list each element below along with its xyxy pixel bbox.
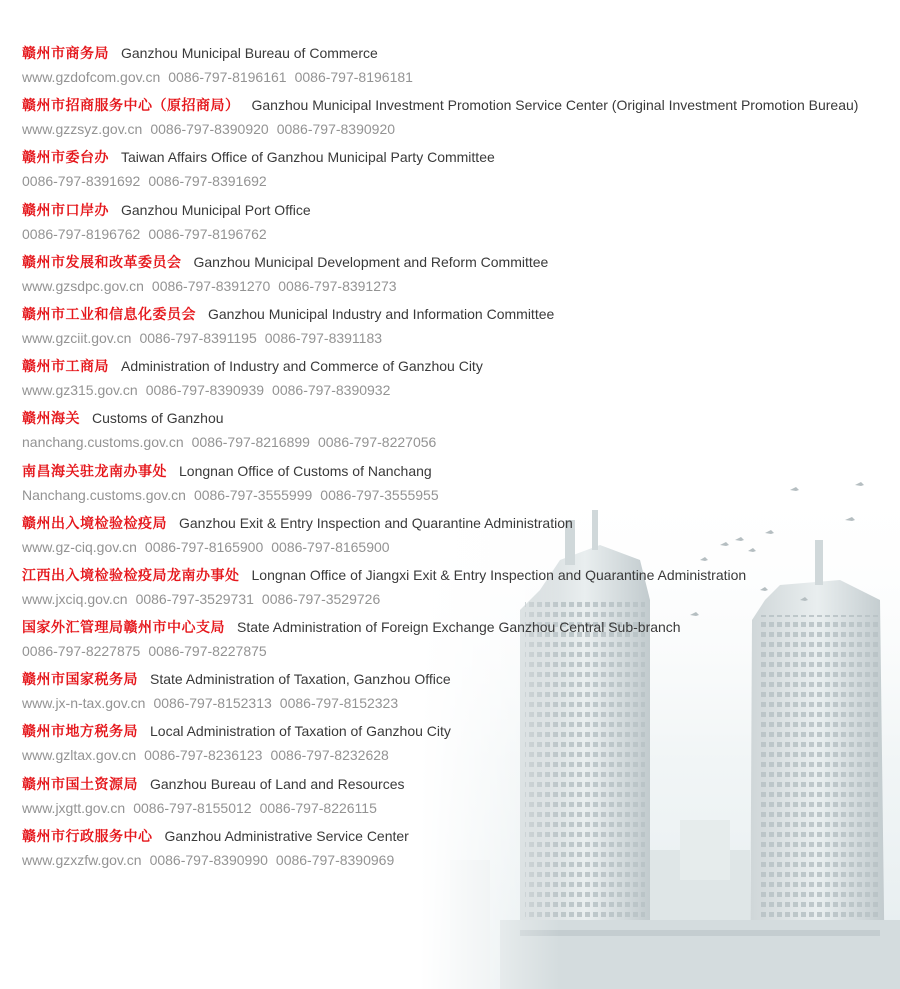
chinese-name: 国家外汇管理局赣州市中心支局 [22,620,225,637]
directory-entry [22,667,892,719]
fax-number: 0086-797-3529726 [261,590,381,607]
telephone-number: 0086-797-8391692 [22,173,141,190]
website-link[interactable]: Nanchang.customs.gov.cn [22,486,186,503]
english-name: Local Administration of Taxation of Ganzhou City [150,723,451,740]
directory-entry [22,250,892,302]
telephone-number: 0086-797-8196161 [168,69,287,85]
chinese-name: 赣州市国土资源局 [22,776,138,793]
english-name: Ganzhou Municipal Industry and Information Committee [208,305,555,322]
directory-entry [22,406,892,458]
entry-name-line [22,41,892,65]
english-name: Ganzhou Municipal Bureau of Commerce [121,45,378,61]
entry-contact-line [22,639,892,663]
fax-number: 0086-797-8390932 [272,382,391,399]
entry-contact-line [22,326,892,350]
fax-number: 0086-797-3555955 [320,486,439,503]
chinese-name: 赣州市工商局 [22,359,109,376]
english-name: Ganzhou Administrative Service Center [164,827,409,844]
directory-entry [22,719,892,771]
website-link[interactable]: www.gzzsyz.gov.cn [22,121,143,138]
entry-name-line [22,563,892,587]
telephone-number: 0086-797-8155012 [133,799,252,816]
entry-name-line [22,93,892,117]
directory-entry [22,41,892,93]
directory-entry [22,772,892,824]
entry-name-line [22,406,892,430]
website-link[interactable]: www.jxciq.gov.cn [22,590,128,607]
fax-number: 0086-797-8165900 [271,538,390,555]
entry-contact-line [22,535,892,559]
english-name: Administration of Industry and Commerce of Ganzhou City [121,358,483,375]
entry-contact-line [22,117,892,141]
fax-number: 0086-797-8232628 [270,747,389,764]
entry-contact-line [22,65,892,89]
entry-name-line [22,198,892,222]
directory-entry [22,824,892,876]
fax-number: 0086-797-8391692 [148,173,267,190]
telephone-number: 0086-797-8390920 [150,121,269,138]
chinese-name: 赣州市行政服务中心 [22,828,153,845]
english-name: Customs of Ganzhou [92,410,224,427]
fax-number: 0086-797-8390920 [276,121,396,138]
english-name: Ganzhou Municipal Development and Reform Committee [193,253,549,270]
telephone-number: 0086-797-8165900 [144,538,264,555]
entry-contact-line [22,796,892,820]
entry-contact-line [22,691,892,715]
entry-name-line [22,354,892,378]
website-link[interactable]: www.gz-ciq.gov.cn [22,538,137,555]
website-link[interactable]: www.gzsdpc.gov.cn [22,277,144,294]
telephone-number: 0086-797-8227875 [22,643,141,660]
website-link[interactable]: www.gzciit.gov.cn [22,329,132,346]
entry-name-line [22,145,892,169]
english-name: Taiwan Affairs Office of Ganzhou Municipal Party Committee [121,149,495,166]
entry-contact-line [22,222,892,246]
chinese-name: 赣州市地方税务局 [22,724,138,741]
chinese-name: 赣州出入境检验检疫局 [22,515,167,532]
chinese-name: 江西出入境检验检疫局龙南办事处 [22,567,240,584]
directory-entry [22,615,892,667]
website-link[interactable]: www.jx-n-tax.gov.cn [22,695,146,712]
telephone-number: 0086-797-8196762 [22,225,141,242]
chinese-name: 赣州市招商服务中心（原招商局） [22,98,240,115]
entry-contact-line [22,743,892,767]
chinese-name: 赣州市国家税务局 [22,672,138,689]
directory-entry [22,302,892,354]
telephone-number: 0086-797-8390990 [149,851,268,868]
fax-number: 0086-797-8196762 [148,225,267,242]
chinese-name: 赣州市委台办 [22,150,109,167]
telephone-number: 0086-797-8390939 [145,382,265,399]
directory-entry [22,354,892,406]
entry-name-line [22,772,892,796]
telephone-number: 0086-797-3529731 [135,590,254,607]
entry-name-line [22,667,892,691]
website-link[interactable]: www.gzxzfw.gov.cn [22,851,142,868]
entry-contact-line [22,587,892,611]
chinese-name: 赣州市工业和信息化委员会 [22,306,196,323]
entry-contact-line [22,169,892,193]
entry-name-line [22,459,892,483]
telephone-number: 0086-797-8391270 [151,277,271,294]
english-name: State Administration of Taxation, Ganzhou Office [150,671,451,688]
website-link[interactable]: www.jxgtt.gov.cn [22,799,126,816]
entry-name-line [22,302,892,326]
english-name: Ganzhou Bureau of Land and Resources [150,775,405,792]
directory-entry [22,563,892,615]
chinese-name: 赣州海关 [22,411,80,428]
english-name: Ganzhou Municipal Investment Promotion Service Center (Original Investment Promotion Bureau) [251,97,859,114]
entry-contact-line [22,483,892,507]
fax-number: 0086-797-8391183 [264,329,383,346]
entry-name-line [22,615,892,639]
fax-number: 0086-797-8196181 [294,69,413,85]
entry-contact-line [22,848,892,872]
english-name: Ganzhou Municipal Port Office [121,201,311,218]
directory-entry [22,93,892,145]
telephone-number: 0086-797-8391195 [139,329,257,346]
website-link[interactable]: www.gzdofcom.gov.cn [22,69,161,85]
entry-name-line [22,511,892,535]
contact-directory [22,41,892,876]
website-link[interactable]: nanchang.customs.gov.cn [22,434,184,451]
directory-entry [22,511,892,563]
english-name: Ganzhou Exit & Entry Inspection and Quarantine Administration [179,514,573,531]
chinese-name: 南昌海关驻龙南办事处 [22,463,167,480]
english-name: Longnan Office of Jiangxi Exit & Entry Inspection and Quarantine Administration [251,566,747,583]
telephone-number: 0086-797-8216899 [191,434,310,451]
fax-number: 0086-797-8152323 [279,695,399,712]
english-name: State Administration of Foreign Exchange Ganzhou Central Sub-branch [237,619,681,636]
telephone-number: 0086-797-8152313 [153,695,272,712]
fax-number: 0086-797-8227875 [148,643,267,660]
website-link[interactable]: www.gz315.gov.cn [22,382,138,399]
directory-entry [22,459,892,511]
directory-entry [22,198,892,250]
entry-contact-line [22,430,892,454]
fax-number: 0086-797-8391273 [278,277,397,294]
entry-name-line [22,719,892,743]
fax-number: 0086-797-8390969 [275,851,395,868]
telephone-number: 0086-797-3555999 [193,486,313,503]
entry-contact-line [22,378,892,402]
entry-contact-line [22,274,892,298]
entry-name-line [22,250,892,274]
directory-entry [22,145,892,197]
chinese-name: 赣州市发展和改革委员会 [22,254,182,271]
entry-name-line [22,824,892,848]
website-link[interactable]: www.gzltax.gov.cn [22,747,137,764]
fax-number: 0086-797-8226115 [259,799,377,816]
english-name: Longnan Office of Customs of Nanchang [179,462,432,479]
telephone-number: 0086-797-8236123 [144,747,263,764]
fax-number: 0086-797-8227056 [317,434,437,451]
chinese-name: 赣州市口岸办 [22,202,109,219]
chinese-name: 赣州市商务局 [22,46,109,62]
